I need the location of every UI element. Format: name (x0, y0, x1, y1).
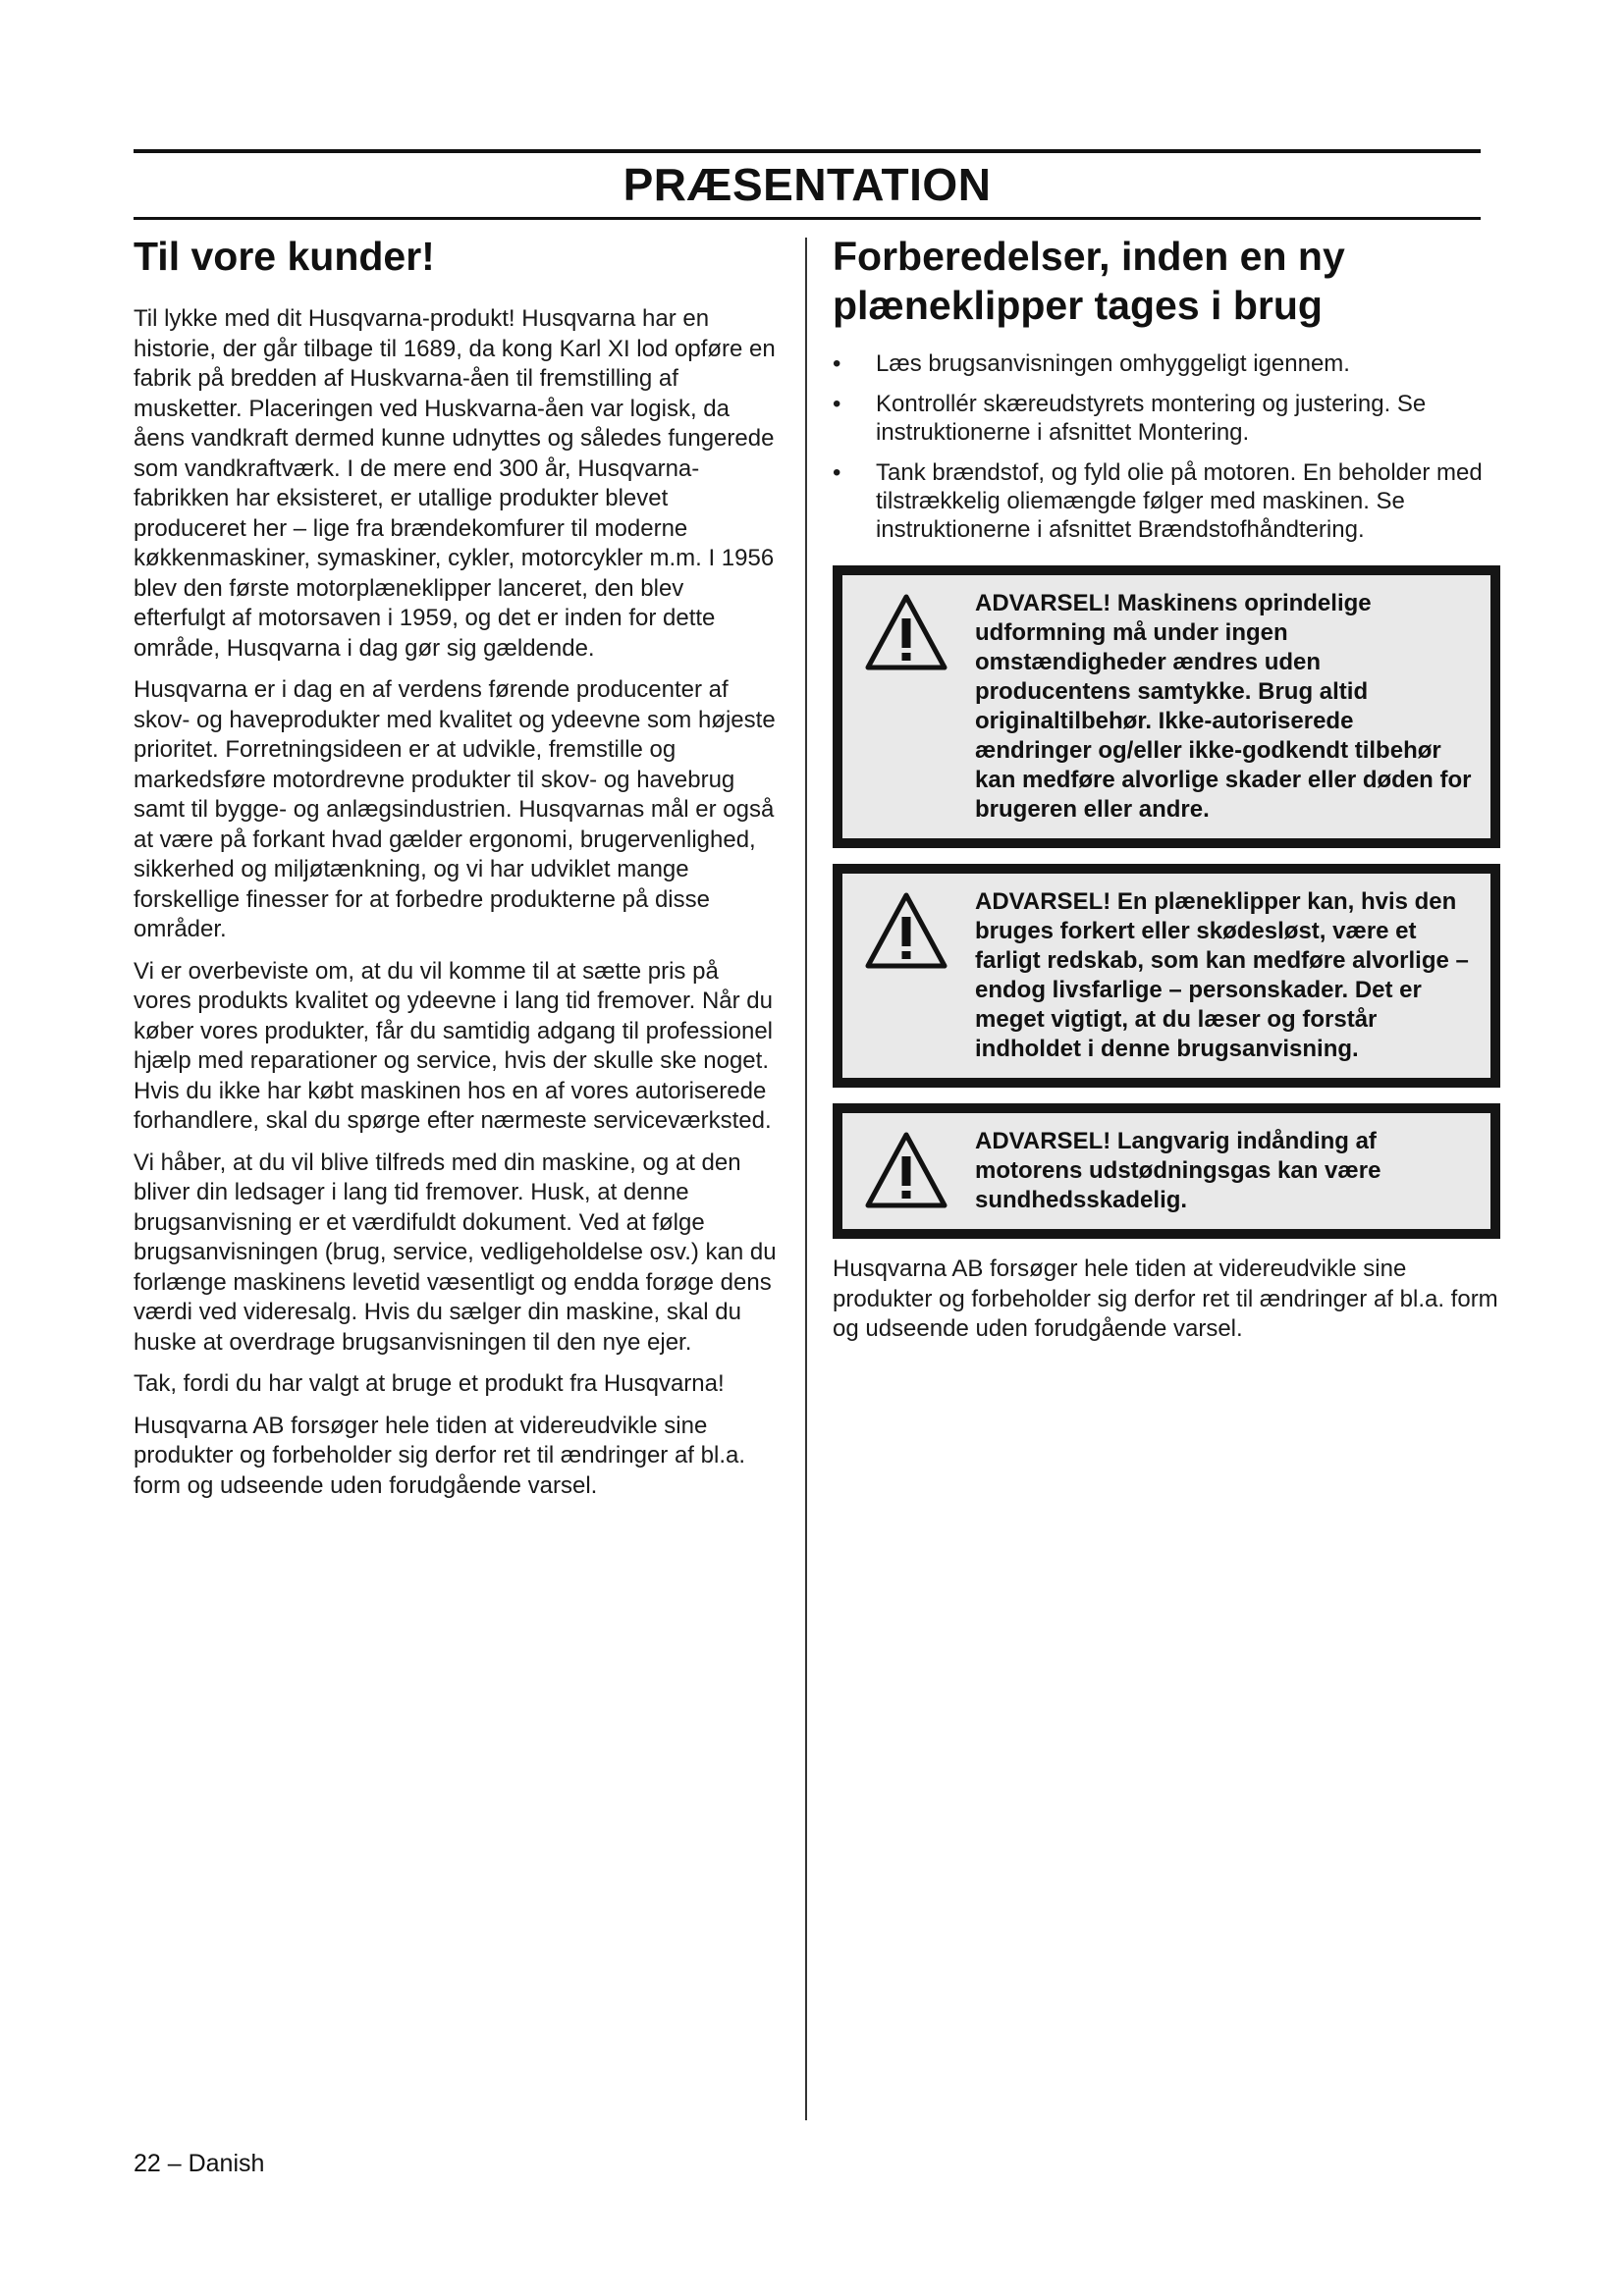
section-heading-preparation: Forberedelser, inden en ny plæneklipper tages i brug (833, 234, 1345, 328)
list-item-text: Læs brugsanvisningen omhyggeligt igennem. (876, 350, 1350, 377)
list-item (833, 349, 1500, 378)
left-column (134, 230, 782, 1513)
bullet-icon: • (833, 350, 841, 377)
warning-triangle-icon (864, 1131, 948, 1209)
page-title: PRÆSENTATION (623, 159, 992, 210)
column-divider (805, 238, 807, 2120)
quality-paragraph: Vi er overbeviste om, at du vil komme til at sætte pris på vores produkts kvalitet og ydeevne i lang tid fremover. Når du køber vores produkter, får du samtidig adgang til professionel hjælp med reparationer og service, hvis der skulle ske noget. Hvis du ikke har købt maskinen hos en af vores autoriserede forhandlere, skal du spørge efter nærmeste serviceværksted. (134, 957, 774, 1134)
header-rule-top (134, 149, 1481, 153)
section-heading-customers: Til vore kunder! (134, 234, 435, 279)
warning-box (833, 1103, 1500, 1239)
thanks-paragraph: Tak, fordi du har valgt at bruge et produkt fra Husqvarna! (134, 1370, 725, 1397)
warning-text: ADVARSEL! Maskinens oprindelige udformning må under ingen omstændigheder ændres uden producentens samtykke. Brug altid originaltilbehør. Ikke-autoriserede ændringer og/eller ikke-godkendt tilbehør kan medføre alvorlige skader eller døden for brugeren eller andre. (975, 590, 1472, 823)
closing-paragraph: Husqvarna AB forsøger hele tiden at videreudvikle sine produkter og forbeholder sig derfor ret til ændringer af bl.a. form og udseende uden forudgående varsel. (833, 1255, 1498, 1342)
list-item-text: Tank brændstof, og fyld olie på motoren. En beholder med tilstrækkelig oliemængde følger med maskinen. Se instruktionerne i afsnittet Brændstofhåndtering. (876, 459, 1483, 543)
list-item-text: Kontrollér skæreudstyrets montering og justering. Se instruktionerne i afsnittet Montering. (876, 391, 1427, 446)
page-footer: 22 – Danish (134, 2150, 265, 2177)
bullet-icon: • (833, 391, 841, 417)
company-paragraph: Husqvarna er i dag en af verdens førende producenter af skov- og haveprodukter med kvalitet og ydeevne som højeste prioritet. Forretningsideen er at udvikle, fremstille og markedsføre motordrevne produkter til skov- og havebrug samt til bygge- og anlægsindustrien. Husqvarnas mål er også at være på forkant hvad gælder ergonomi, brugervenlighed, sikkerhed og miljøtænkning, og vi har udviklet mange forskellige finesser for at forbedre produkterne på disse områder. (134, 676, 776, 942)
header-rule-bottom (134, 217, 1481, 220)
preparation-list (833, 349, 1500, 544)
manual-paragraph: Vi håber, at du vil blive tilfreds med din maskine, og at den bliver din ledsager i lang tid fremover. Husk, at denne brugsanvisning er et værdifuldt dokument. Ved at følge brugsanvisningen (brug, service, vedligeholdelse osv.) kan du forlænge maskinens levetid væsentligt og endda forøge dens værdi ved videresalg. Hvis du sælger din maskine, skal du huske at overdrage brugsanvisningen til den nye ejer. (134, 1148, 777, 1356)
warning-triangle-icon (864, 891, 948, 970)
bullet-icon: • (833, 459, 841, 486)
warning-text: ADVARSEL! En plæneklipper kan, hvis den bruges forkert eller skødesløst, være et farligt redskab, som kan medføre alvorlige – endog livsfarlige – personskader. Det er meget vigtigt, at du læser og forstår indholdet i denne brugsanvisning. (975, 888, 1469, 1062)
right-column (833, 230, 1500, 1357)
warning-text: ADVARSEL! Langvarig indånding af motorens udstødningsgas kan være sundhedsskadelig. (975, 1128, 1381, 1213)
list-item (833, 458, 1500, 544)
list-item (833, 390, 1500, 447)
intro-paragraph: Til lykke med dit Husqvarna-produkt! Husqvarna har en historie, der går tilbage til 1689, da kong Karl XI lod opføre en fabrik på bredden af Huskvarna-åen til fremstilling af musketter. Placeringen ved Huskvarna-åen var logisk, da åens vandkraft dermed kunne udnyttes og således fungerede som vandkraftværk. I de mere end 300 år, Husqvarna-fabrikken har eksisteret, er utallige produkter blevet produceret her – lige fra brændekomfurer til moderne køkkenmaskiner, symaskiner, cykler, motorcykler m.m. I 1956 blev den første motorplæneklipper lanceret, den blev efterfulgt af motorsaven i 1959, og det er inden for dette område, Husqvarna i dag gør sig gældende. (134, 305, 776, 662)
warning-box (833, 864, 1500, 1088)
disclaimer-paragraph: Husqvarna AB forsøger hele tiden at videreudvikle sine produkter og forbeholder sig derfor ret til ændringer af bl.a. form og udseende uden forudgående varsel. (134, 1412, 746, 1499)
warning-box (833, 565, 1500, 848)
warning-triangle-icon (864, 593, 948, 671)
